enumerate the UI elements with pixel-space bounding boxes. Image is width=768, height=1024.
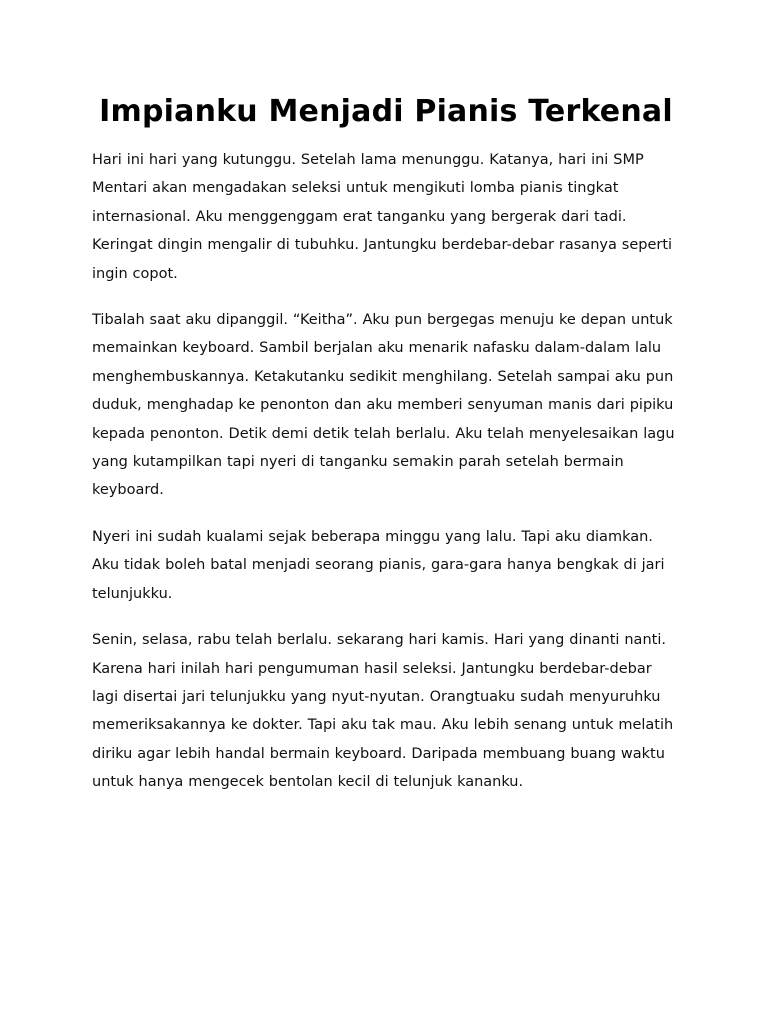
paragraph-3: Nyeri ini sudah kualami sejak beberapa minggu yang lalu. Tapi aku diamkan. Aku tidak boleh batal menjadi seorang pianis, gara-gara hanya bengkak di jari telunjukku.: [92, 528, 665, 602]
document-body: [92, 146, 680, 797]
document-title: Impianku Menjadi Pianis Terkenal: [99, 94, 673, 129]
paragraph-2: Tibalah saat aku dipanggil. “Keitha”. Aku pun bergegas menuju ke depan untuk memainkan keyboard. Sambil berjalan aku menarik nafasku dalam-dalam lalu menghembuskannya. Ketakutanku sedikit menghilang. Setelah sampai aku pun duduk, menghadap ke penonton dan aku memberi senyuman manis dari pipiku kepada penonton. Detik demi detik telah berlalu. Aku telah menyelesaikan lagu yang kutampilkan tapi nyeri di tanganku semakin parah setelah bermain keyboard.: [92, 312, 675, 499]
paragraph-4: Senin, selasa, rabu telah berlalu. sekarang hari kamis. Hari yang dinanti nanti. Karena hari inilah hari pengumuman hasil seleksi. Jantungku berdebar-debar lagi disertai jari telunjukku yang nyut-nyutan. Orangtuaku sudah menyuruhku memeriksakannya ke dokter. Tapi aku tak mau. Aku lebih senang untuk melatih diriku agar lebih handal bermain keyboard. Daripada membuang buang waktu untuk hanya mengecek bentolan kecil di telunjuk kananku.: [92, 632, 674, 791]
paragraph-1: Hari ini hari yang kutunggu. Setelah lama menunggu. Katanya, hari ini SMP Mentari akan mengadakan seleksi untuk mengikuti lomba pianis tingkat internasional. Aku menggenggam erat tanganku yang bergerak dari tadi. Keringat dingin mengalir di tubuhku. Jantungku berdebar-debar rasanya seperti ingin copot.: [92, 152, 673, 282]
